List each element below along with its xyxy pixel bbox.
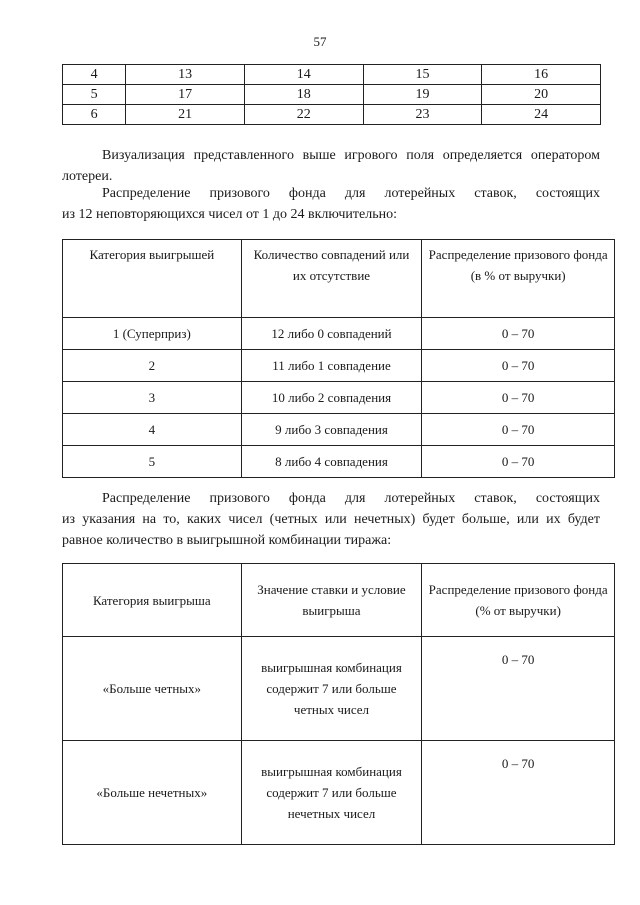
table-cell: 0 – 70 [422, 350, 615, 382]
paragraph-line: из 12 неповторяющихся чисел от 1 до 24 включительно: [62, 207, 397, 222]
table-cell: 1 (Суперприз) [63, 318, 242, 350]
table-cell: 6 [63, 105, 126, 125]
table-cell: 14 [244, 65, 363, 85]
table-cell: 0 – 70 [422, 446, 615, 478]
table-cell: 12 либо 0 совпадений [241, 318, 422, 350]
table-cell: 0 – 70 [422, 414, 615, 446]
table-cell: 11 либо 1 совпадение [241, 350, 422, 382]
paragraph-line: равное количество в выигрышной комбинации тиража: [62, 533, 392, 548]
column-header: Количество совпадений или их отсутствие [241, 240, 422, 318]
table-row [63, 65, 601, 85]
table-cell: 9 либо 3 совпадения [241, 414, 422, 446]
paragraph-prize-distribution-1 [62, 183, 600, 225]
table-cell: 19 [363, 85, 482, 105]
table-cell: 0 – 70 [422, 382, 615, 414]
table-cell: 15 [363, 65, 482, 85]
table-row [63, 446, 615, 478]
table-cell: 0 – 70 [422, 318, 615, 350]
table-row [63, 85, 601, 105]
table-row [63, 382, 615, 414]
table-cell: «Больше нечетных» [63, 741, 242, 845]
column-header: Распределение призового фонда (% от выручки) [422, 564, 615, 637]
table-row [63, 350, 615, 382]
table-cell: 3 [63, 382, 242, 414]
table-cell: 0 – 70 [422, 741, 615, 845]
table-row [63, 637, 615, 741]
table-cell: 10 либо 2 совпадения [241, 382, 422, 414]
table-cell: 18 [244, 85, 363, 105]
table-cell: 21 [126, 105, 245, 125]
table-header-row [63, 240, 615, 318]
paragraph-line: Распределение призового фонда для лотерейных ставок, состоящих [102, 186, 600, 201]
table-cell: 22 [244, 105, 363, 125]
table-cell: 4 [63, 65, 126, 85]
column-header: Категория выигрышей [63, 240, 242, 318]
prize-table-numbers [62, 239, 615, 478]
table-cell: 16 [482, 65, 601, 85]
paragraph-visualization: Визуализация представленного выше игрового поля определяется оператором лотереи. [62, 148, 600, 184]
table-cell: 24 [482, 105, 601, 125]
table-cell: выигрышная комбинация содержит 7 или больше четных чисел [241, 637, 422, 741]
table-row [63, 741, 615, 845]
table-cell: 17 [126, 85, 245, 105]
paragraph-prize-distribution-2 [62, 488, 600, 551]
table-cell: 8 либо 4 совпадения [241, 446, 422, 478]
column-header: Категория выигрыша [63, 564, 242, 637]
table-cell: 0 – 70 [422, 637, 615, 741]
table-cell: 4 [63, 414, 242, 446]
table-cell: 5 [63, 446, 242, 478]
game-field-table [62, 64, 601, 125]
table-cell: выигрышная комбинация содержит 7 или больше нечетных чисел [241, 741, 422, 845]
prize-table-even-odd [62, 563, 615, 845]
table-cell: 20 [482, 85, 601, 105]
table-cell: 2 [63, 350, 242, 382]
paragraph-line: Распределение призового фонда для лотерейных ставок, состоящих [102, 491, 600, 506]
table-cell: 23 [363, 105, 482, 125]
table-row [63, 414, 615, 446]
table-cell: 13 [126, 65, 245, 85]
table-header-row [63, 564, 615, 637]
table-row [63, 105, 601, 125]
table-cell: «Больше четных» [63, 637, 242, 741]
table-row [63, 318, 615, 350]
page-number: 57 [313, 34, 327, 49]
column-header: Значение ставки и условие выигрыша [241, 564, 422, 637]
table-cell: 5 [63, 85, 126, 105]
column-header: Распределение призового фонда (в % от выручки) [422, 240, 615, 318]
paragraph-line: из указания на то, каких чисел (четных или нечетных) будет больше, или их будет [62, 512, 600, 527]
